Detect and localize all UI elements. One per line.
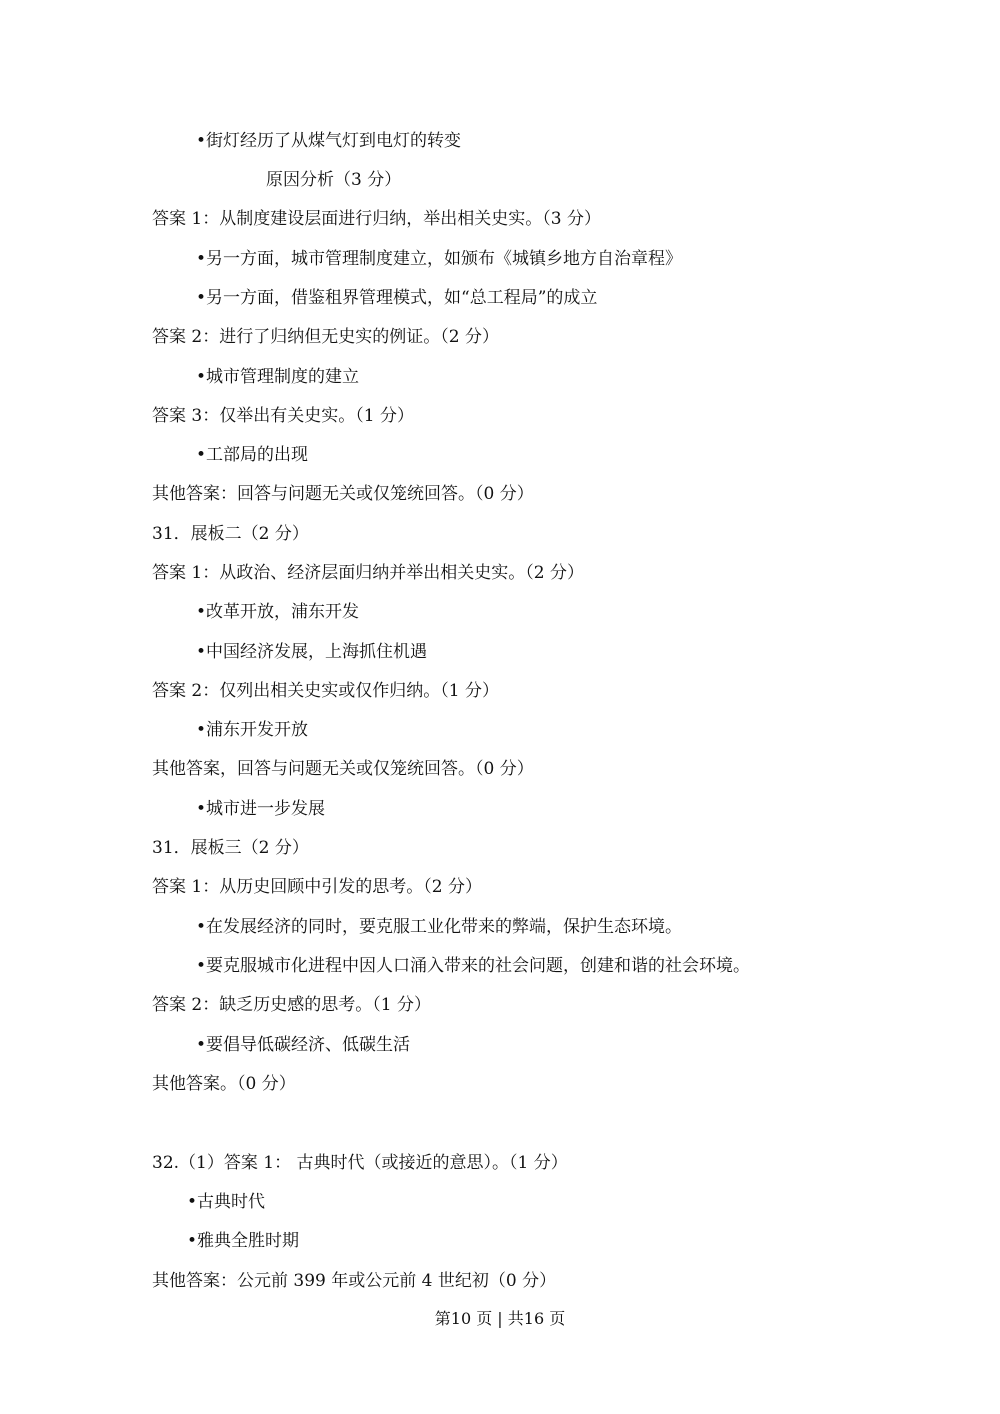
- section-heading: 31．展板二（2 分）: [152, 524, 309, 544]
- text-line: •浦东开发开放: [196, 720, 309, 740]
- text-line: 答案 1：从历史回顾中引发的思考。（2 分）: [152, 877, 482, 897]
- text-line: 其他答案：回答与问题无关或仅笼统回答。（0 分）: [152, 484, 534, 504]
- text-line: •工部局的出现: [196, 445, 309, 465]
- text-line: •城市管理制度的建立: [196, 367, 360, 387]
- text-line: •改革开放，浦东开发: [196, 602, 360, 622]
- text-line: •另一方面，城市管理制度建立，如颁布《城镇乡地方自治章程》: [196, 249, 683, 269]
- text-line: •要克服城市化进程中因人口涌入带来的社会问题，创建和谐的社会环境。: [196, 956, 751, 976]
- text-line: •古典时代: [187, 1192, 266, 1212]
- text-line: •在发展经济的同时，要克服工业化带来的弊端，保护生态环境。: [196, 917, 683, 937]
- text-line: •要倡导低碳经济、低碳生活: [196, 1035, 411, 1055]
- page-number-footer: 第10 页 | 共16 页: [434, 1309, 566, 1328]
- text-line: 答案 1：从政治、经济层面归纳并举出相关史实。（2 分）: [152, 563, 584, 583]
- text-line: 其他答案，回答与问题无关或仅笼统回答。（0 分）: [152, 759, 534, 779]
- text-line: 答案 2：缺乏历史感的思考。（1 分）: [152, 995, 431, 1015]
- text-line: •中国经济发展，上海抓住机遇: [196, 642, 428, 662]
- text-line: •街灯经历了从煤气灯到电灯的转变: [196, 131, 462, 151]
- text-line: 答案 3：仅举出有关史实。（1 分）: [152, 406, 414, 426]
- text-line: 原因分析（3 分）: [266, 170, 402, 190]
- text-line: 答案 1：从制度建设层面进行归纳，举出相关史实。（3 分）: [152, 209, 601, 229]
- text-line: 答案 2：进行了归纳但无史实的例证。（2 分）: [152, 327, 499, 347]
- text-line: 其他答案。（0 分）: [152, 1074, 296, 1094]
- text-line: 答案 2：仅列出相关史实或仅作归纳。（1 分）: [152, 681, 499, 701]
- text-line: •雅典全胜时期: [187, 1231, 300, 1251]
- text-line: 其他答案：公元前 399 年或公元前 4 世纪初（0 分）: [152, 1271, 557, 1291]
- section-heading: 31．展板三（2 分）: [152, 838, 309, 858]
- section-heading: 32.（1）答案 1： 古典时代（或接近的意思）。（1 分）: [152, 1153, 568, 1173]
- text-line: •另一方面，借鉴租界管理模式，如“总工程局”的成立: [196, 288, 598, 308]
- text-line: •城市进一步发展: [196, 799, 326, 819]
